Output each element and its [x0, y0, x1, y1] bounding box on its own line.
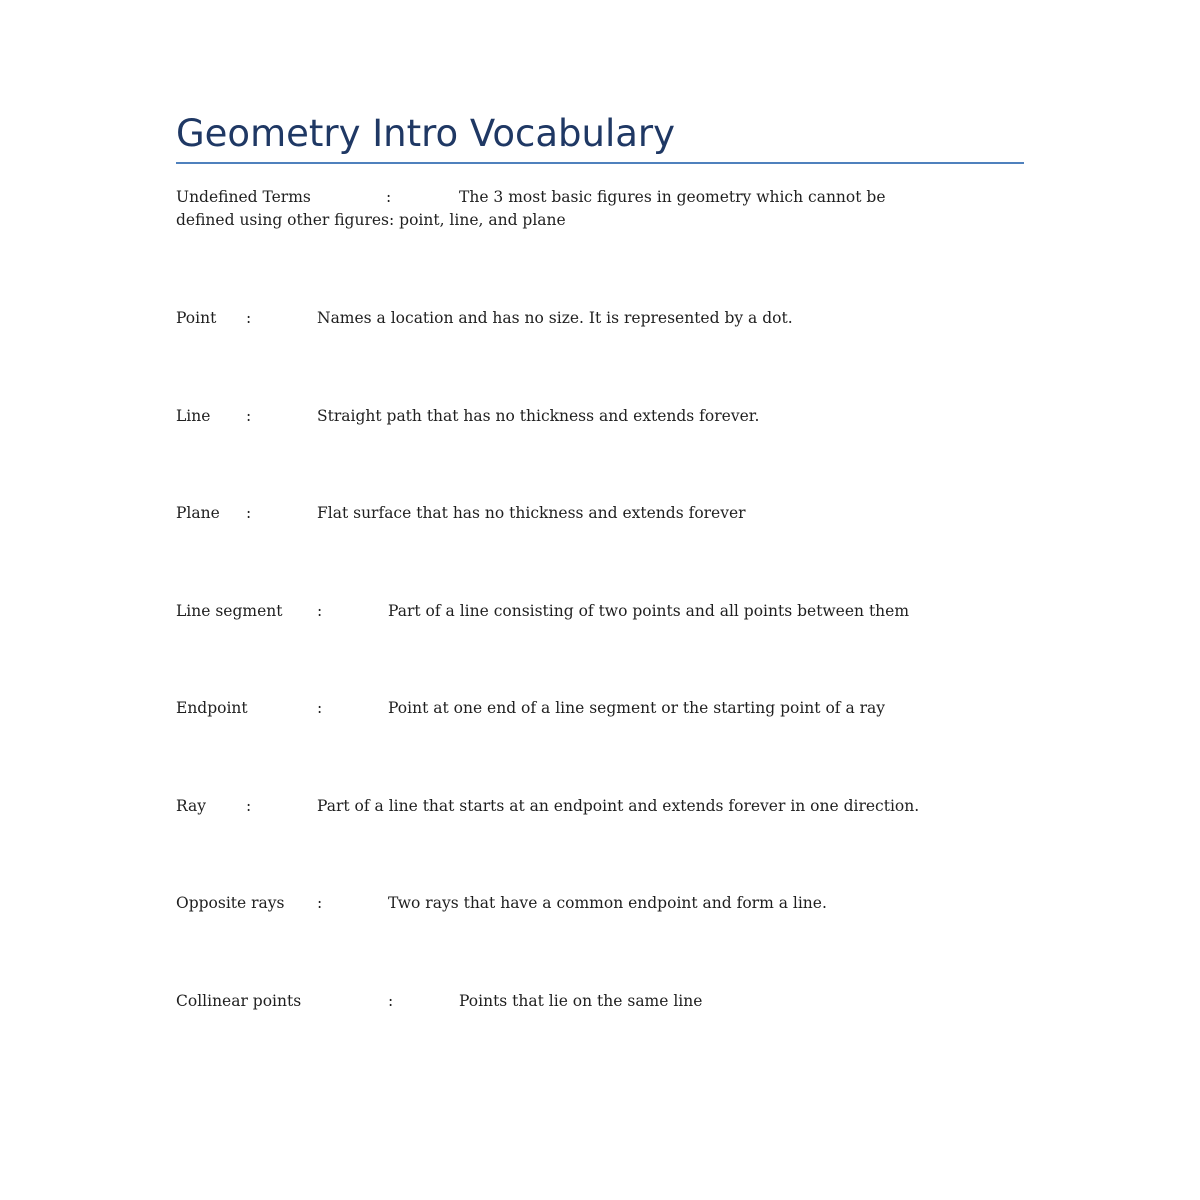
vocab-term: Opposite rays: [176, 894, 285, 912]
vocab-definition: Names a location and has no size. It is represented by a dot.: [317, 309, 793, 327]
vocab-separator: :: [246, 407, 252, 425]
vocab-term: Line: [176, 407, 211, 425]
vocab-definition: Points that lie on the same line: [459, 992, 703, 1010]
vocab-separator: :: [246, 309, 252, 327]
vocab-term: Plane: [176, 504, 220, 522]
vocab-term: Collinear points: [176, 992, 302, 1010]
vocab-definition: Two rays that have a common endpoint and form a line.: [388, 894, 827, 912]
vocab-definition-line-2: defined using other figures: point, line, and plane: [176, 211, 566, 229]
vocab-separator: :: [317, 894, 323, 912]
vocab-separator: :: [317, 699, 323, 717]
vocab-definition: Part of a line that starts at an endpoint and extends forever in one direction.: [317, 797, 920, 815]
vocab-definition-line-1: The 3 most basic figures in geometry which cannot be: [459, 188, 886, 206]
vocab-term: Undefined Terms: [176, 188, 311, 206]
vocab-term: Line segment: [176, 602, 283, 620]
vocab-definition: Point at one end of a line segment or the starting point of a ray: [388, 699, 886, 717]
vocab-term: Point: [176, 309, 217, 327]
vocab-separator: :: [246, 797, 252, 815]
vocab-separator: :: [386, 188, 392, 206]
vocab-definition: Flat surface that has no thickness and extends forever: [317, 504, 746, 522]
title-underline-rule: [176, 162, 1024, 164]
vocab-separator: :: [388, 992, 394, 1010]
vocab-separator: :: [246, 504, 252, 522]
vocab-term: Ray: [176, 797, 207, 815]
document-title: Geometry Intro Vocabulary: [176, 112, 676, 155]
vocab-term: Endpoint: [176, 699, 248, 717]
vocab-definition: Straight path that has no thickness and extends forever.: [317, 407, 760, 425]
vocab-definition: Part of a line consisting of two points and all points between them: [388, 602, 910, 620]
vocab-separator: :: [317, 602, 323, 620]
